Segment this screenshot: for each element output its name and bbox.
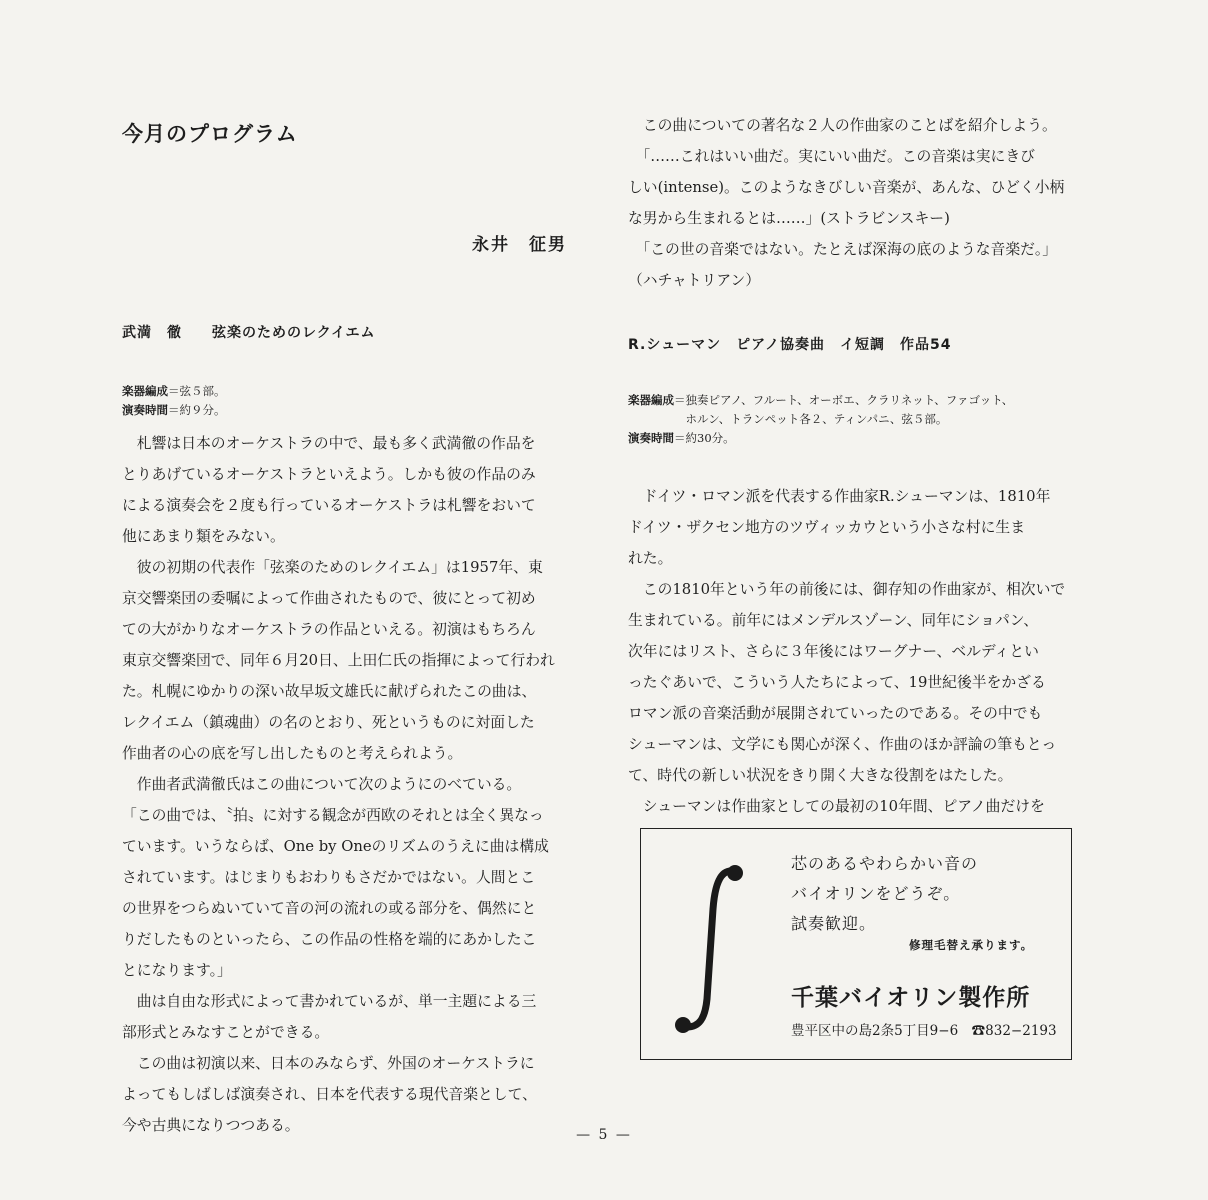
body-line: 部形式とみなすことができる。 — [122, 1024, 330, 1041]
piece1-body — [122, 428, 577, 1141]
ad-address: 豊平区中の島2条5丁目9−6 ☎832−2193 — [791, 1023, 1057, 1039]
body-line: 今や古典になりつつある。 — [122, 1117, 300, 1134]
body-line: ドイツ・ザクセン地方のツヴィッカウという小さな村に生ま — [628, 519, 1026, 536]
body-line: 彼の初期の代表作「弦楽のためのレクイエム」は1957年、東 — [122, 559, 543, 576]
spec-value: ＝弦５部。 — [168, 384, 226, 398]
spec-label: 楽器編成 — [122, 384, 168, 398]
spec-label: 楽器編成 — [628, 393, 674, 407]
spec-value: ＝独奏ピアノ、フルート、オーボエ、クラリネット、ファゴット、 — [674, 393, 1014, 407]
body-line: とになります。」 — [122, 962, 232, 979]
ad-tagline: 試奏歓迎。 — [791, 914, 877, 933]
ad-tagline: 芯のあるやわらかい音の — [791, 854, 979, 873]
spec-value: ホルン、トランペット各２、ティンパニ、弦５部。 — [628, 412, 948, 426]
body-line: ったぐあいで、こういう人たちによって、19世紀後半をかざる — [628, 674, 1046, 691]
body-line: 他にあまり類をみない。 — [122, 528, 285, 545]
body-line: よってもしばしば演奏され、日本を代表する現代音楽として、 — [122, 1086, 537, 1103]
section-title: 今月のプログラム — [122, 122, 298, 146]
violin-shop-ad — [640, 828, 1072, 1060]
piece1-title: 武満 徹 弦楽のためのレクイエム — [122, 325, 376, 341]
body-line: りだしたものといったら、この作品の性格を端的にあかしたこ — [122, 931, 537, 948]
body-line: 「……これはいい曲だ。実にいい曲だ。この音楽は実にきび — [628, 148, 1035, 165]
piece2-body — [628, 481, 1083, 822]
spec-row — [628, 429, 1013, 448]
body-line: て、時代の新しい状況をきり開く大きな役割をはたした。 — [628, 767, 1013, 784]
quote-body — [628, 110, 1083, 296]
body-line: 生まれている。前年にはメンデルスゾーン、同年にショパン、 — [628, 612, 1039, 629]
spec-row — [122, 401, 226, 420]
body-line: とりあげているオーケストラといえよう。しかも彼の作品のみ — [122, 466, 536, 483]
spec-value: ＝約30分。 — [674, 431, 735, 445]
body-line: 札響は日本のオーケストラの中で、最も多く武満徹の作品を — [122, 435, 536, 452]
body-line: ての大がかりなオーケストラの作品といえる。初演はもちろん — [122, 621, 536, 638]
spec-label: 演奏時間 — [628, 431, 674, 445]
ad-shop-name: 千葉バイオリン製作所 — [791, 985, 1031, 1011]
body-line: れた。 — [628, 550, 673, 567]
spec-label: 演奏時間 — [122, 403, 168, 417]
body-line: シューマンは作曲家としての最初の10年間、ピアノ曲だけを — [628, 798, 1045, 815]
body-line: な男から生まれるとは……」(ストラビンスキー) — [628, 210, 950, 227]
body-line: の世界をつらぬいていて音の河の流れの或る部分を、偶然にと — [122, 900, 537, 917]
body-line: 東京交響楽団で、同年６月20日、上田仁氏の指揮によって行われ — [122, 652, 555, 669]
f-hole-icon — [661, 849, 761, 1048]
spec-row — [628, 410, 1013, 429]
page-number: — 5 — — [576, 1127, 632, 1143]
body-line: レクイエム（鎮魂曲）の名のとおり、死というものに対面した — [122, 714, 535, 731]
body-line: ています。いうならば、One by Oneのリズムのうえに曲は構成 — [122, 838, 549, 855]
body-line: この曲は初演以来、日本のみならず、外国のオーケストラに — [122, 1055, 535, 1072]
spec-value: ＝約９分。 — [168, 403, 226, 417]
piece2-specs — [628, 391, 1013, 448]
spec-row — [628, 391, 1013, 410]
body-line: シューマンは、文学にも関心が深く、作曲のほか評論の筆もとっ — [628, 736, 1057, 753]
piece2-title: R.シューマン ピアノ協奏曲 イ短調 作品54 — [628, 337, 952, 353]
ad-tagline: バイオリンをどうぞ。 — [791, 884, 961, 903]
body-line: されています。はじまりもおわりもさだかではない。人間とこ — [122, 869, 536, 886]
body-line: （ハチャトリアン） — [628, 272, 761, 289]
body-line: 作曲者武満徹氏はこの曲について次のようにのべている。 — [122, 776, 522, 793]
body-line: た。札幌にゆかりの深い故早坂文雄氏に献げられたこの曲は、 — [122, 683, 537, 700]
author-name: 永井 征男 — [472, 235, 567, 255]
body-line: による演奏会を２度も行っているオーケストラは札響をおいて — [122, 497, 536, 514]
body-line: この曲についての著名な２人の作曲家のことばを紹介しよう。 — [628, 117, 1057, 134]
body-line: 次年にはリスト、さらに３年後にはワーグナー、ベルディとい — [628, 643, 1039, 660]
body-line: 京交響楽団の委嘱によって作曲されたもので、彼にとって初め — [122, 590, 536, 607]
body-line: 「この世の音楽ではない。たとえば深海の底のような音楽だ。」 — [628, 241, 1058, 258]
body-line: この1810年という年の前後には、御存知の作曲家が、相次いで — [628, 581, 1066, 598]
body-line: 曲は自由な形式によって書かれているが、単一主題による三 — [122, 993, 537, 1010]
body-line: ドイツ・ロマン派を代表する作曲家R.シューマンは、1810年 — [628, 488, 1051, 505]
body-line: ロマン派の音楽活動が展開されていったのである。その中でも — [628, 705, 1043, 722]
ad-repair-note: 修理毛替え承ります。 — [909, 938, 1034, 952]
piece1-specs — [122, 382, 226, 420]
body-line: 作曲者の心の底を写し出したものと考えられよう。 — [122, 745, 463, 762]
spec-row — [122, 382, 226, 401]
body-line: しい(intense)。このようなきびしい音楽が、あんな、ひどく小柄 — [628, 179, 1065, 196]
body-line: 「この曲では、〝拍〟に対する観念が西欧のそれとは全く異なっ — [122, 807, 544, 824]
